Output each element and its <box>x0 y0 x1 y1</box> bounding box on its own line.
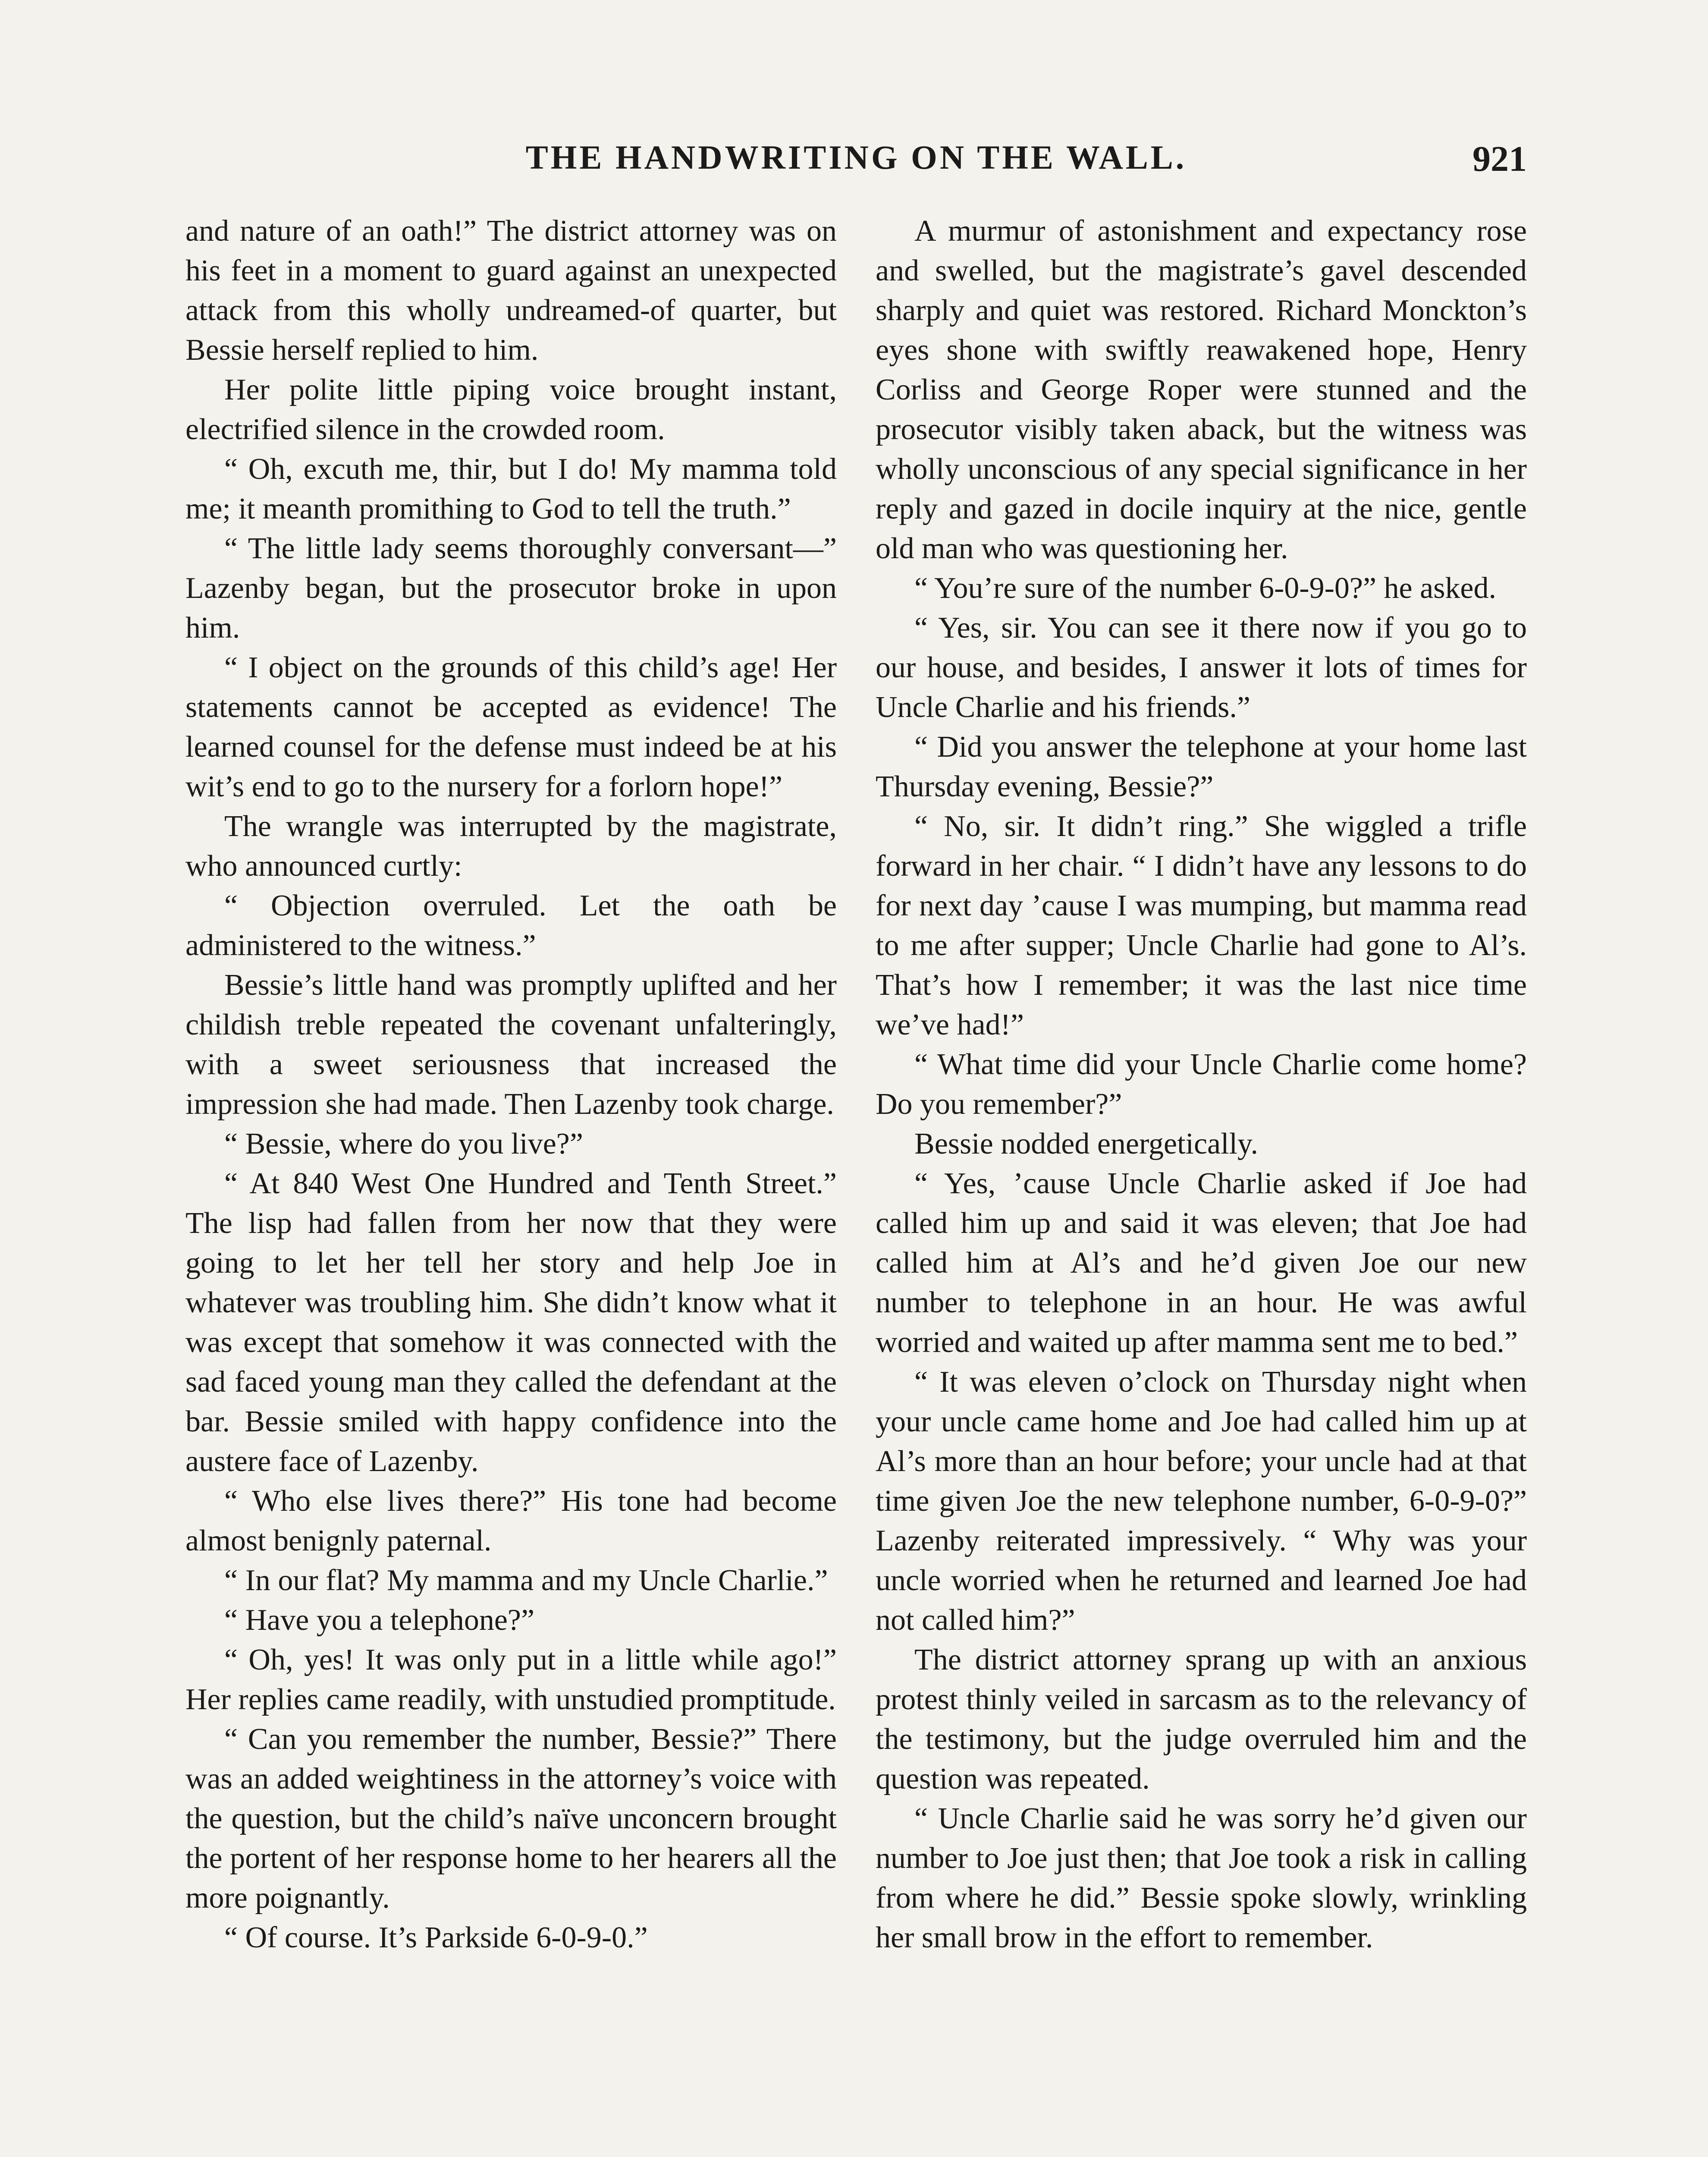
paragraph: “ I object on the grounds of this child’s age! Her statements cannot be accepted as evidence! The learned counsel for the defense must indeed be at his wit’s end to go to the nursery for a forlorn hope!” <box>185 651 837 803</box>
paragraph: “ What time did your Uncle Charlie come home? Do you remember?” <box>876 1048 1527 1121</box>
paragraph: “ Oh, excuth me, thir, but I do! My mamma told me; it meanth promithing to God to tell the truth.” <box>185 453 837 525</box>
paragraph: Her polite little piping voice brought instant, electrified silence in the crowded room. <box>185 373 837 446</box>
left-column <box>185 211 837 1958</box>
paragraph: “ At 840 West One Hundred and Tenth Street.” The lisp had fallen from her now that they were going to let her tell her story and help Joe in whatever was troubling him. She didn’t know what it was except that somehow it was connected with the sad faced young man they called the defendant at the bar. Bessie smiled with happy confidence into the austere face of Lazenby. <box>185 1167 837 1478</box>
page-number: 921 <box>1473 139 1527 179</box>
paragraph: “ Have you a telephone?” <box>224 1604 535 1637</box>
running-head <box>185 138 1527 190</box>
paragraph: Bessie nodded energetically. <box>914 1127 1258 1160</box>
paragraph: “ Who else lives there?” His tone had become almost benignly paternal. <box>185 1484 837 1557</box>
paragraph: “ Yes, ’cause Uncle Charlie asked if Joe had called him up and said it was eleven; that Joe had called him at Al’s and he’d given Joe our new number to telephone in an hour. He was awful worried and waited up after mamma sent me to bed.” <box>876 1167 1527 1359</box>
paragraph: “ Can you remember the number, Bessie?” There was an added weightiness in the attorney’s voice with the question, but the child’s naïve unconcern brought the portent of her response home to her hearers all the more poignantly. <box>185 1723 837 1915</box>
running-title: THE HANDWRITING ON THE WALL. <box>525 138 1187 176</box>
paragraph: and nature of an oath!” The district attorney was on his feet in a moment to guard against an unexpected attack from this wholly undreamed-of quarter, but Bessie herself replied to him. <box>185 214 837 367</box>
paragraph: “ Did you answer the telephone at your home last Thursday evening, Bessie?” <box>876 730 1527 803</box>
paragraph: “ It was eleven o’clock on Thursday night when your uncle came home and Joe had called him up at Al’s more than an hour before; your uncle had at that time given Joe the new telephone number, 6-0-9-0?” Lazenby reiterated impressively. “ Why was your uncle worried when he returned and learned Joe had not called him?” <box>876 1365 1527 1637</box>
paragraph: “ You’re sure of the number 6-0-9-0?” he asked. <box>914 572 1497 605</box>
paragraph: “ Of course. It’s Parkside 6-0-9-0.” <box>224 1921 648 1954</box>
paragraph: Bessie’s little hand was promptly uplifted and her childish treble repeated the covenant unfalteringly, with a sweet seriousness that increased the impression she had made. Then Lazenby took charge. <box>185 968 837 1121</box>
paragraph: “ No, sir. It didn’t ring.” She wiggled a trifle forward in her chair. “ I didn’t have any lessons to do for next day ’cause I was mumping, but mamma read to me after supper; Uncle Charlie had gone to Al’s. That’s how I remember; it was the last nice time we’ve had!” <box>876 810 1527 1041</box>
paragraph: The wrangle was interrupted by the magistrate, who announced curtly: <box>185 810 837 883</box>
paragraph: “ Oh, yes! It was only put in a little while ago!” Her replies came readily, with unstudied promptitude. <box>185 1643 837 1716</box>
right-column <box>876 211 1527 1958</box>
paragraph: “ Objection overruled. Let the oath be administered to the witness.” <box>185 889 837 962</box>
paragraph: A murmur of astonishment and expectancy rose and swelled, but the magistrate’s gavel descended sharply and quiet was restored. Richard Monckton’s eyes shone with swiftly reawakened hope, Henry Corliss and George Roper were stunned and the prosecutor visibly taken aback, but the witness was wholly unconscious of any special significance in her reply and gazed in docile inquiry at the nice, gentle old man who was questioning her. <box>876 214 1527 565</box>
paragraph: “ In our flat? My mamma and my Uncle Charlie.” <box>224 1564 828 1597</box>
paragraph: “ The little lady seems thoroughly conversant—” Lazenby began, but the prosecutor broke in upon him. <box>185 532 837 645</box>
paragraph: “ Yes, sir. You can see it there now if you go to our house, and besides, I answer it lots of times for Uncle Charlie and his friends.” <box>876 611 1527 724</box>
paragraph: “ Uncle Charlie said he was sorry he’d given our number to Joe just then; that Joe took a risk in calling from where he did.” Bessie spoke slowly, wrinkling her small brow in the effort to remember. <box>876 1802 1527 1954</box>
paragraph: The district attorney sprang up with an anxious protest thinly veiled in sarcasm as to the relevancy of the testimony, but the judge overruled him and the question was repeated. <box>876 1643 1527 1795</box>
paragraph: “ Bessie, where do you live?” <box>224 1127 583 1160</box>
